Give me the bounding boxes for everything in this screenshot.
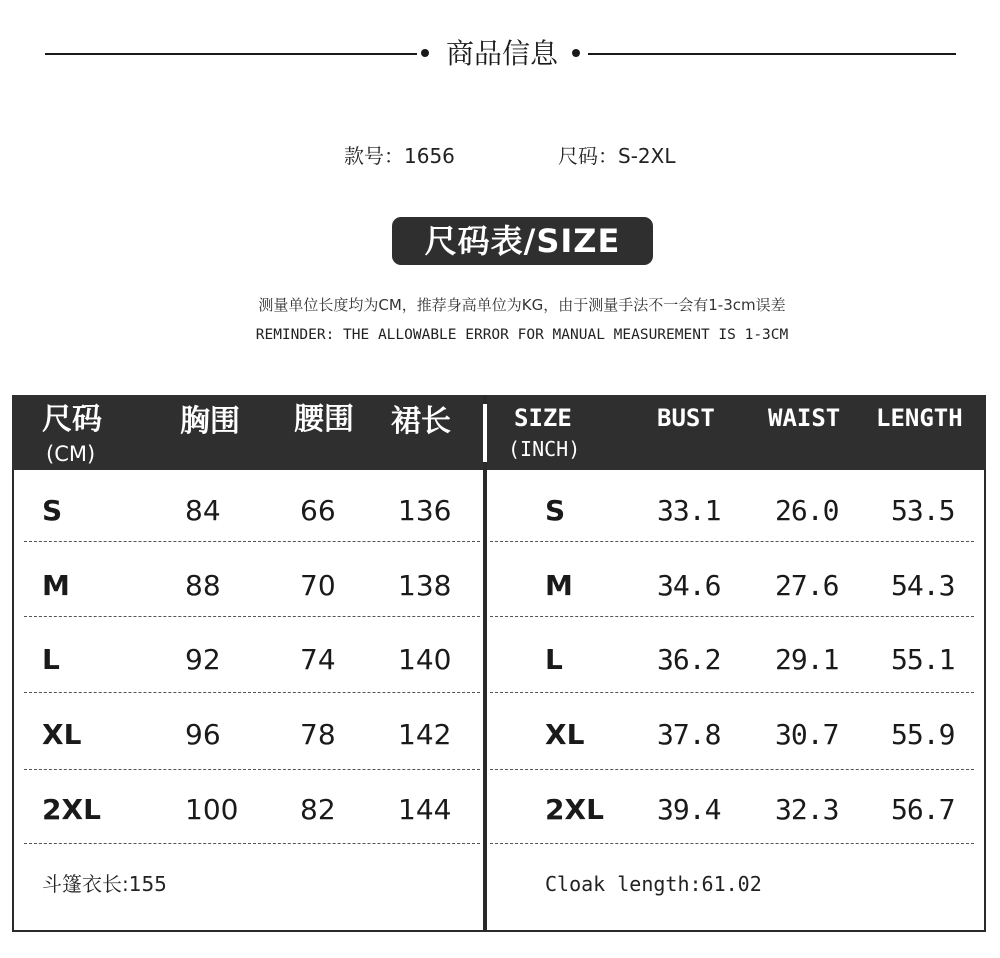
row-separator [24, 843, 480, 844]
cm-length-xl: 142 [398, 718, 452, 751]
header-bust-inch: BUST [657, 404, 715, 432]
inch-waist-s: 26.0 [775, 494, 839, 527]
cm-size-2xl: 2XL [42, 793, 101, 826]
header-waist-cm: 腰围 [294, 402, 354, 437]
header-separator [483, 404, 487, 462]
row-separator [24, 541, 480, 542]
cm-size-m: M [42, 569, 70, 602]
inch-bust-l: 36.2 [657, 643, 721, 676]
row-separator [490, 616, 974, 617]
cm-size-s: S [42, 494, 63, 527]
inch-length-xl: 55.9 [891, 718, 955, 751]
cloak-length-inch: Cloak length:61.02 [545, 872, 762, 896]
cm-waist-xl: 78 [300, 718, 336, 751]
header-bust-cm: 胸围 [180, 404, 240, 439]
cm-bust-xl: 96 [185, 718, 221, 751]
size-chart-badge: 尺码表/SIZE [392, 217, 653, 265]
row-separator [490, 541, 974, 542]
inch-length-m: 54.3 [891, 569, 955, 602]
cm-bust-2xl: 100 [185, 793, 239, 826]
measurement-note-en: REMINDER: THE ALLOWABLE ERROR FOR MANUAL MEASUREMENT IS 1-3CM [255, 327, 789, 343]
inch-bust-xl: 37.8 [657, 718, 721, 751]
cm-length-s: 136 [398, 494, 452, 527]
inch-length-s: 53.5 [891, 494, 955, 527]
inch-bust-2xl: 39.4 [657, 793, 721, 826]
inch-size-l: L [545, 643, 563, 676]
inch-waist-l: 29.1 [775, 643, 839, 676]
section-title: 商品信息 [445, 37, 558, 70]
inch-waist-2xl: 32.3 [775, 793, 839, 826]
style-number: 款号：1656 [344, 144, 455, 168]
inch-size-s: S [545, 494, 566, 527]
header-length-cm: 裙长 [391, 404, 451, 439]
cm-size-l: L [42, 643, 60, 676]
cm-length-2xl: 144 [398, 793, 452, 826]
inch-bust-s: 33.1 [657, 494, 721, 527]
cm-length-l: 140 [398, 643, 452, 676]
header-line-left [45, 53, 417, 55]
inch-length-l: 55.1 [891, 643, 955, 676]
row-separator [490, 843, 974, 844]
inch-waist-xl: 30.7 [775, 718, 839, 751]
header-waist-inch: WAIST [768, 404, 841, 432]
header-length-inch: LENGTH [876, 404, 963, 432]
inch-size-m: M [545, 569, 573, 602]
header-size-inch: SIZE [514, 404, 572, 432]
size-table [12, 395, 986, 932]
inch-waist-m: 27.6 [775, 569, 839, 602]
inch-size-xl: XL [545, 718, 585, 751]
header-size-inch-unit: (INCH) [508, 437, 581, 461]
cm-length-m: 138 [398, 569, 452, 602]
row-separator [24, 769, 480, 770]
row-separator [490, 692, 974, 693]
cm-waist-l: 74 [300, 643, 336, 676]
cm-bust-m: 88 [185, 569, 221, 602]
inch-length-2xl: 56.7 [891, 793, 955, 826]
inch-bust-m: 34.6 [657, 569, 721, 602]
cm-bust-s: 84 [185, 494, 221, 527]
measurement-note-cn: 测量单位长度均为CM，推荐身高单位为KG，由于测量手法不一会有1-3cm误差 [258, 296, 786, 314]
header-size-cm: 尺码 [42, 402, 102, 437]
cm-waist-s: 66 [300, 494, 336, 527]
size-range: 尺码：S-2XL [558, 144, 676, 168]
header-dot-left [421, 49, 429, 57]
cm-waist-2xl: 82 [300, 793, 336, 826]
table-divider [483, 395, 487, 932]
inch-size-2xl: 2XL [545, 793, 604, 826]
cm-size-xl: XL [42, 718, 82, 751]
cloak-length-cm: 斗篷衣长:155 [42, 872, 167, 896]
cm-bust-l: 92 [185, 643, 221, 676]
cm-waist-m: 70 [300, 569, 336, 602]
row-separator [24, 692, 480, 693]
header-line-right [588, 53, 956, 55]
row-separator [490, 769, 974, 770]
header-dot-right [572, 49, 580, 57]
header-size-cm-unit: (CM) [46, 442, 96, 466]
row-separator [24, 616, 480, 617]
